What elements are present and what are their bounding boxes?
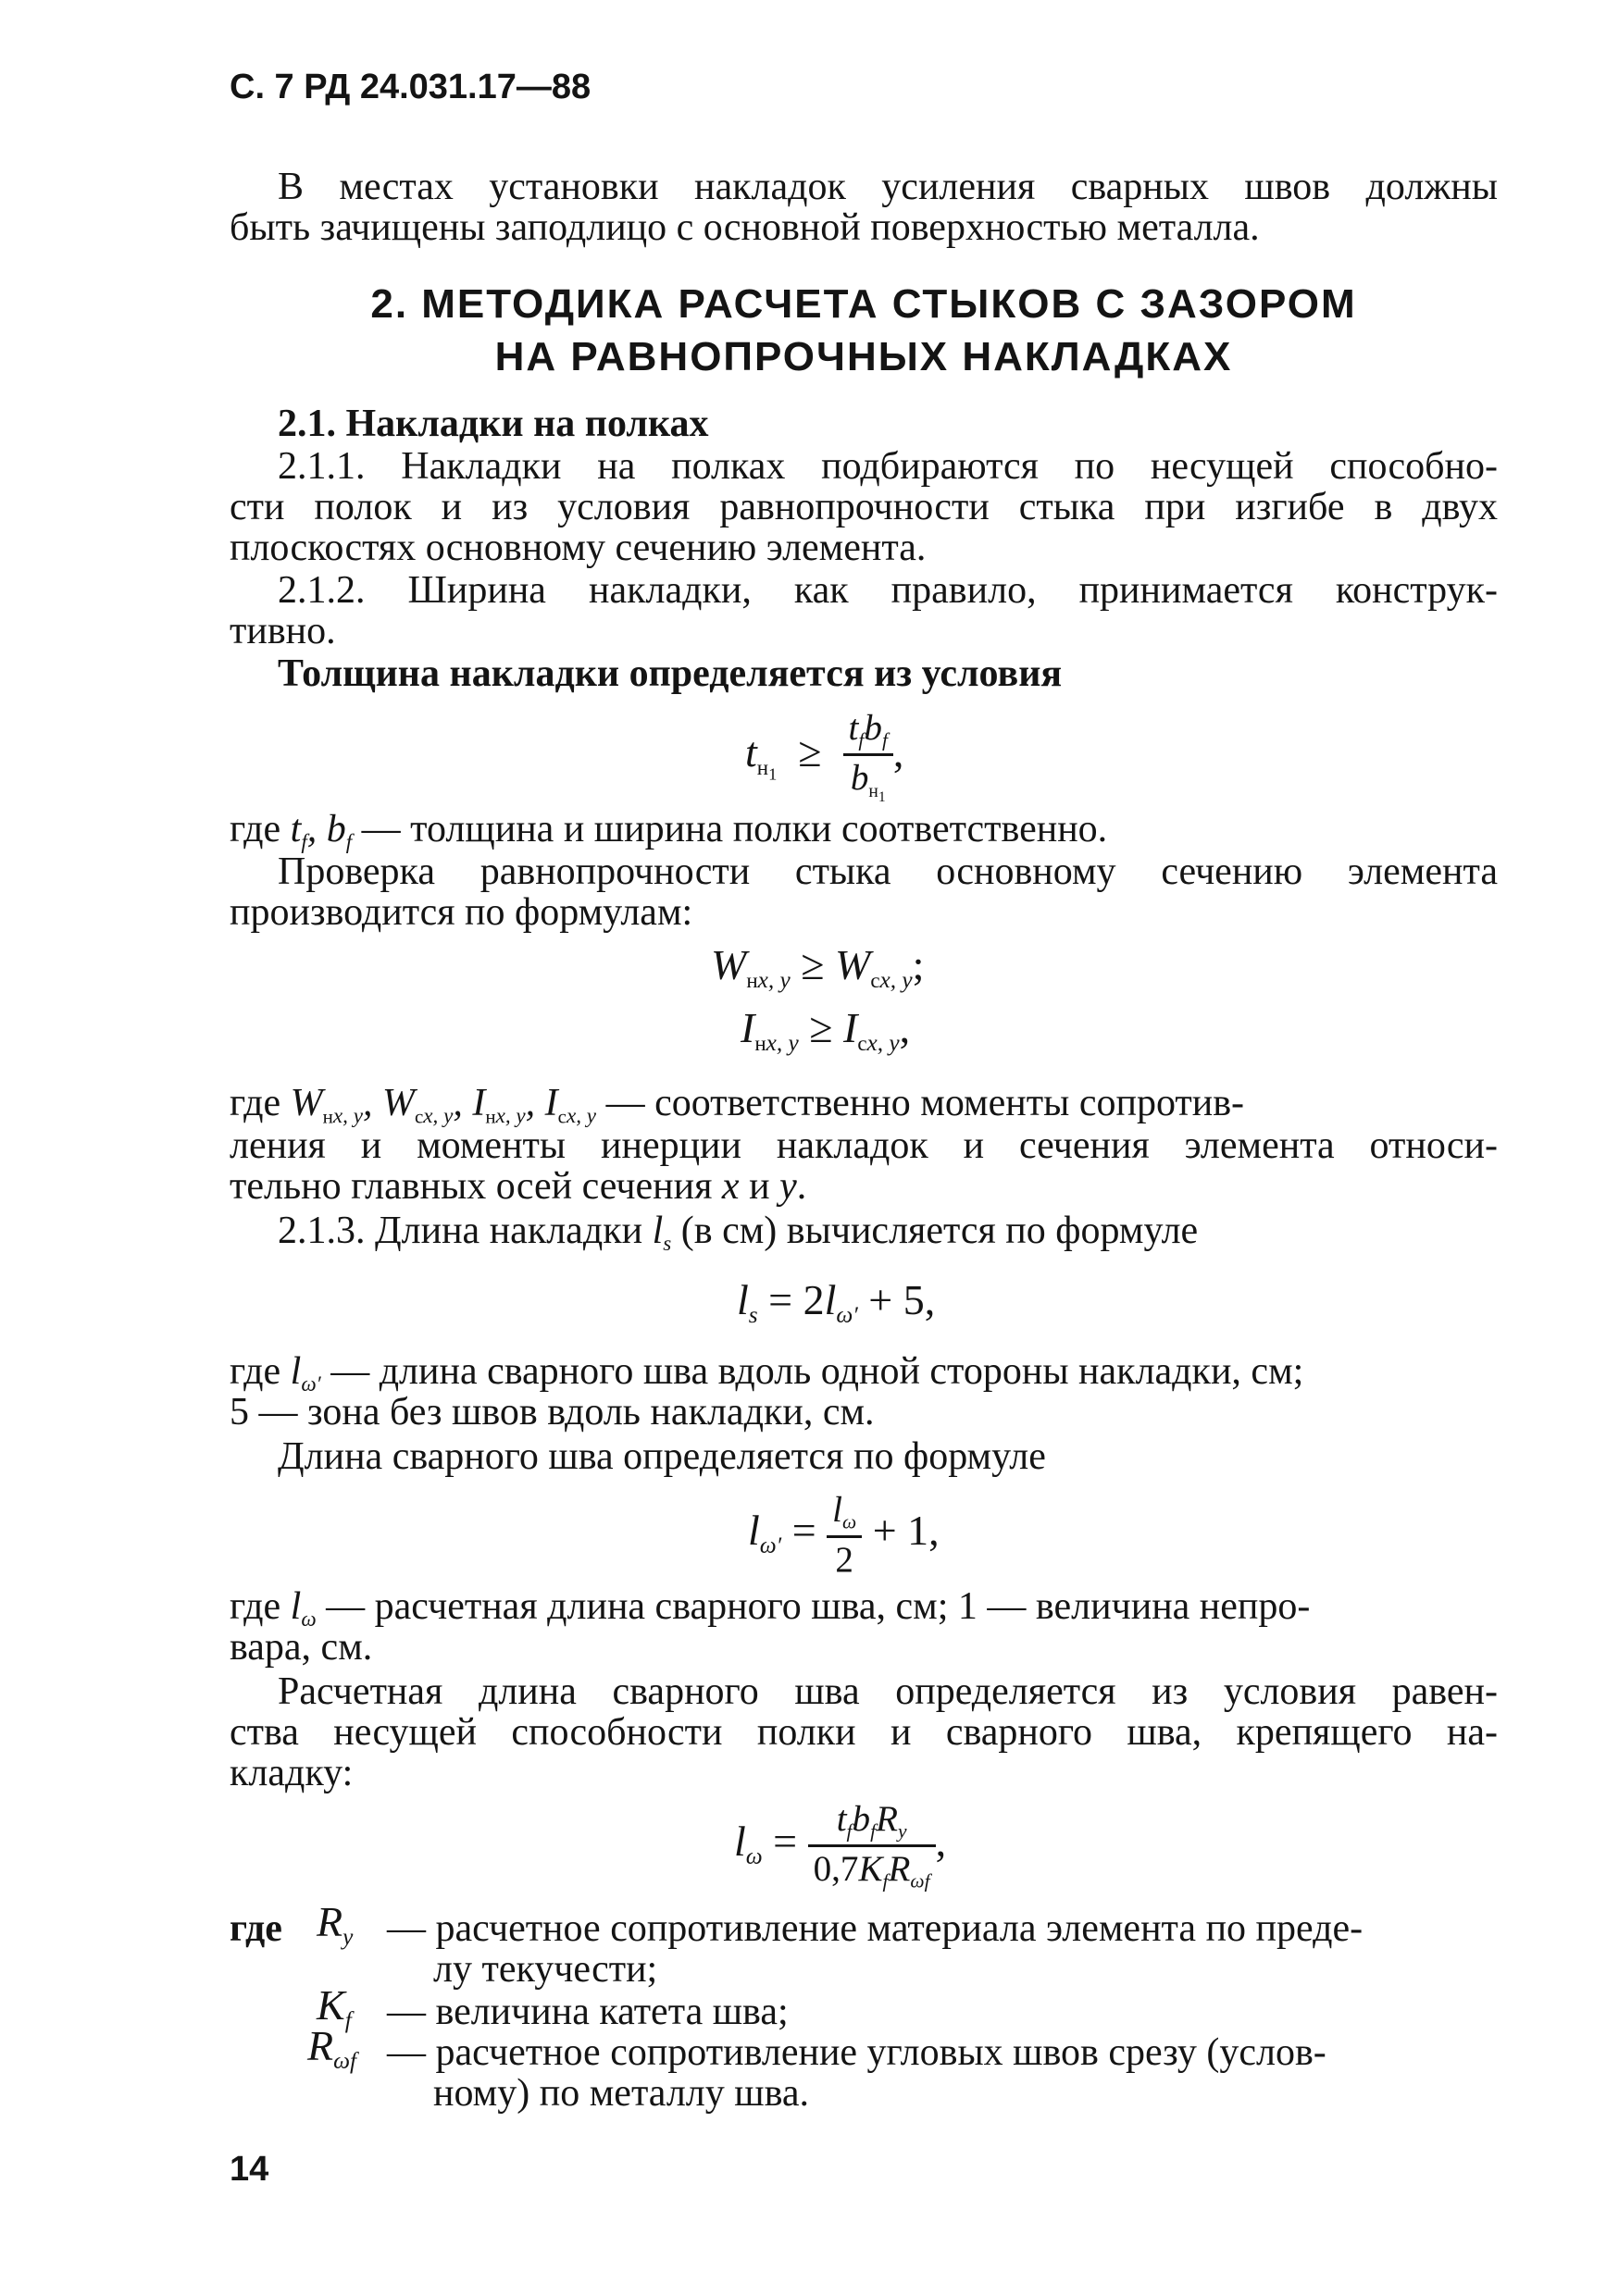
sub-heading: 2.1. Накладки на полках — [278, 403, 709, 445]
p213-line-1-post: (в см) вычисляется по формуле — [680, 1210, 1199, 1252]
weld-length-where-line: где $l_\omega$ — расчетная длина сварного шва, см; 1 — величина непро- — [230, 1585, 1311, 1632]
page-number: 14 — [230, 2150, 269, 2189]
formula-weld-length: $l_{\omega'}$ = $\frac{l_\omega}{2}$ + 1, — [748, 1490, 940, 1581]
check-line-1: Проверка равнопрочности стыка основному сечению элемента — [278, 850, 1498, 893]
formula-section-modulus: $Wн_{x, y} \ge Wс_{x, y}$; — [711, 941, 925, 993]
p211-line-3: плоскостях основному сечению элемента. — [230, 527, 927, 569]
formula-overlay-length: $l_s = 2l_{\omega'} + 5$, — [737, 1276, 936, 1328]
where-word: где — [230, 1082, 281, 1124]
legend-rwf-line-1: — расчетное сопротивление угловых швов срезу (услов- — [387, 2031, 1326, 2074]
section-title-line-2: НА РАВНОПРОЧНЫХ НАКЛАДКАХ — [494, 334, 1233, 379]
running-head: С. 7 РД 24.031.17—88 — [230, 68, 592, 106]
thickness-where-text: — толщина и ширина полки соответственно. — [361, 808, 1108, 850]
check-line-c-and: и — [749, 1165, 770, 1208]
check-line-b: ления и моменты инерции накладок и сечения элемента относи- — [230, 1124, 1498, 1167]
formula-moment-inertia: $Iн_{x, y} \ge Iс_{x, y}$, — [741, 1004, 911, 1056]
thickness-where-line: где $t_f$, $b_f$ — толщина и ширина полки соответственно. — [230, 808, 1108, 854]
check-line-2: производится по формулам: — [230, 891, 693, 934]
fraction: $\frac{t_fb_f}{b_{н_1}}$ — [843, 708, 893, 805]
intro-line-1: В местах установки накладок усиления сварных швов должны — [278, 166, 1498, 208]
legend-symbol-rwf: $R_{\omega f}$ — [307, 2022, 356, 2074]
legend-ry-line-1: — расчетное сопротивление материала элемента по преде- — [387, 1907, 1364, 1950]
p212-line-1: 2.1.2. Ширина накладки, как правило, принимается конструк- — [278, 569, 1498, 612]
legend-ry-line-2: лу текучести; — [433, 1948, 658, 1991]
fraction: $\frac{t_fb_fR_y}{0,7K_fR_{\omega f}}$ — [808, 1799, 936, 1893]
section-title-line-1: 2. МЕТОДИКА РАСЧЕТА СТЫКОВ С ЗАЗОРОМ — [370, 281, 1357, 327]
p213-line-1: 2.1.3. Длина накладки $l_s$ (в см) вычисляется по формуле — [278, 1210, 1199, 1256]
legend-kf-line: — величина катета шва; — [387, 1991, 789, 2033]
legend-symbol-ry: $R_y$ — [317, 1898, 354, 1950]
where-word: где — [230, 808, 281, 850]
weld-length-line-2: вара, см. — [230, 1626, 373, 1669]
legend-rwf-line-2: ному) по металлу шва. — [433, 2072, 809, 2115]
formula-thickness: $tн_1$ ≥ $\frac{t_fb_f}{b_{н_1}}$ , — [745, 708, 904, 805]
fraction: $\frac{l_\omega}{2}$ — [827, 1490, 862, 1580]
check-line-c: тельно главных осей сечения x и y. — [230, 1165, 807, 1208]
check-where-text: — соответственно моменты сопротив- — [605, 1082, 1245, 1124]
calc-length-line-1: Расчетная длина сварного шва определяется из условия равен- — [278, 1670, 1498, 1713]
where-word: где — [230, 1350, 281, 1393]
calc-length-line-2: ства несущей способности полки и сварного шва, крепящего на- — [230, 1711, 1498, 1754]
thickness-intro: Толщина накладки определяется из условия — [278, 652, 1063, 695]
calc-length-line-3: кладку: — [230, 1752, 354, 1794]
p211-line-1: 2.1.1. Накладки на полках подбираются по несущей способно- — [278, 445, 1498, 488]
check-where-line: где $W_{нx, y}$, $W_{сx, y}$, $I_{нx, y}$, $I_{сx, y}$ — соответственно моменты сопротив- — [230, 1082, 1245, 1128]
p212-line-2: тивно. — [230, 610, 336, 652]
where-word: где — [230, 1585, 281, 1628]
legend-where-word: где — [230, 1907, 282, 1950]
weld-length-intro: Длина сварного шва определяется по формуле — [278, 1435, 1046, 1478]
weld-length-where-text: — расчетная длина сварного шва, см; 1 — величина непро- — [326, 1585, 1311, 1628]
p213-five-line: 5 — зона без швов вдоль накладки, см. — [230, 1391, 875, 1433]
formula-calc-weld-length: $l_\omega$ = $\frac{t_fb_fR_y}{0,7K_fR_{\omega f}}$ , — [734, 1799, 947, 1893]
p213-where-text: — длина сварного шва вдоль одной стороны накладки, см; — [330, 1350, 1304, 1393]
legend-symbol-kf: $K_f$ — [317, 1981, 352, 2033]
check-line-c-text: тельно главных осей сечения — [230, 1165, 713, 1208]
p211-line-2: сти полок и из условия равнопрочности стыка при изгибе в двух — [230, 486, 1498, 528]
intro-line-2: быть зачищены заподлицо с основной поверхностью металла. — [230, 206, 1260, 249]
p213-where-line: где $l_{\omega'}$ — длина сварного шва вдоль одной стороны накладки, см; — [230, 1350, 1304, 1396]
p213-line-1-pre: 2.1.3. Длина накладки — [278, 1210, 643, 1252]
